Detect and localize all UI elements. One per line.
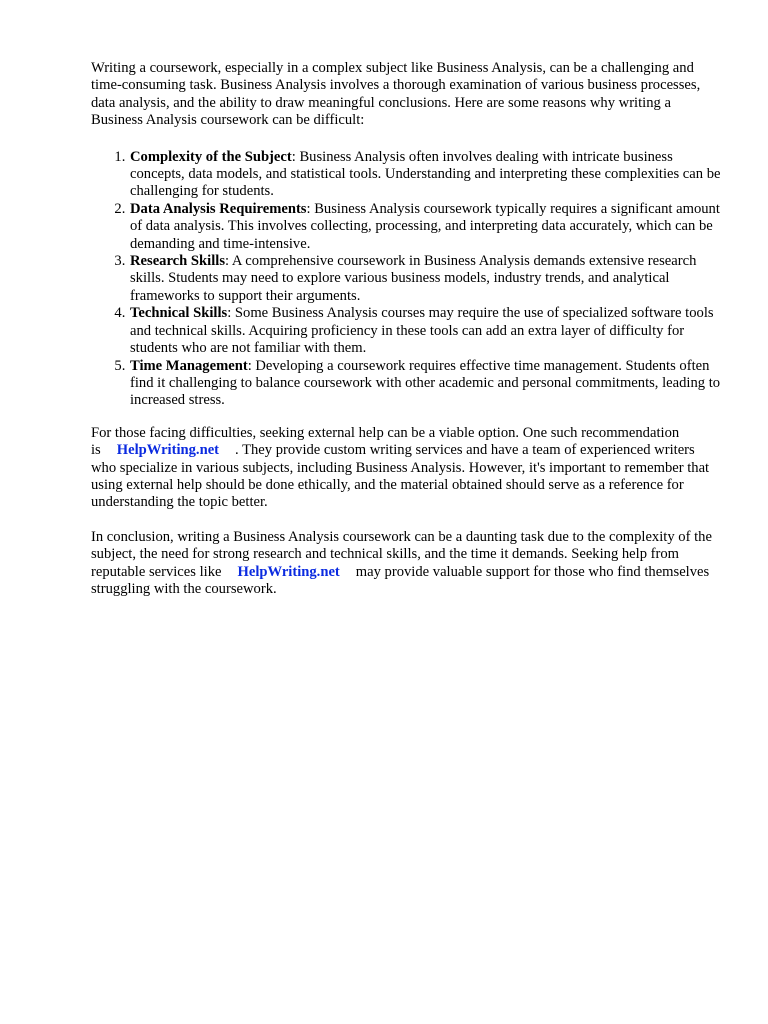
help-text-after: . They provide custom writing services and have a team of experienced writers who specialize in various subjects, including Business Analysis. However, it's important to remember that using external help should be done ethically, and the material obtained should serve as a reference for understanding the topic better. — [91, 442, 710, 511]
list-item-data-analysis — [129, 201, 723, 253]
reason-text: Some Business Analysis courses may require the use of specialized software tools and technical skills. Acquiring proficiency in these tools can add an extra layer of difficulty for students who are not familiar with them. — [130, 305, 714, 357]
helpwriting-link-conclusion[interactable]: HelpWriting.net — [237, 563, 340, 580]
reason-text: A comprehensive coursework in Business Analysis demands extensive research skills. Students may need to explore various business models, industry trends, and analytical frameworks to support their arguments. — [130, 253, 697, 304]
reason-separator: : — [306, 200, 315, 217]
list-item-complexity — [129, 149, 723, 201]
reason-separator: : — [247, 357, 256, 374]
conclusion-text-after: may provide valuable support for those who find themselves struggling with the coursework. — [91, 563, 710, 597]
reason-separator: : — [225, 253, 232, 270]
reason-term: Complexity of the Subject — [130, 148, 292, 165]
reason-term: Time Management — [130, 357, 248, 374]
reason-term: Research Skills — [130, 253, 226, 270]
intro-paragraph: Writing a coursework, especially in a complex subject like Business Analysis, can be a challenging and time-consuming task. Business Analysis involves a thorough examination of various business processes, data analysis, and the ability to draw meaningful conclusions. Here are some reasons why writing a Business Analysis coursework can be difficult: — [91, 60, 701, 129]
reason-text: Business Analysis coursework typically requires a significant amount of data analysis. This involves collecting, processing, and interpreting data accurately, which can be demanding and time-intensive. — [130, 200, 720, 252]
list-item-research-skills — [129, 253, 723, 305]
document-page — [91, 60, 723, 598]
reason-text: Developing a coursework requires effective time management. Students often find it challenging to balance coursework with other academic and personal commitments, leading to increased stress. — [130, 357, 721, 409]
reasons-list — [91, 149, 723, 410]
reason-separator: : — [227, 305, 235, 322]
help-paragraph — [91, 425, 723, 512]
reason-text: Business Analysis often involves dealing with intricate business concepts, data models, and statistical tools. Understanding and interpreting these complexities can be challenging for students. — [130, 148, 721, 200]
reason-term: Data Analysis Requirements — [130, 200, 307, 217]
help-text-before: For those facing difficulties, seeking external help can be a viable option. One such recommendation is — [91, 424, 680, 459]
list-item-time-management — [129, 358, 723, 410]
reason-separator: : — [291, 148, 300, 165]
reason-term: Technical Skills — [130, 305, 228, 322]
conclusion-text-before: In conclusion, writing a Business Analysis coursework can be a daunting task due to the complexity of the subject, the need for strong research and technical skills, and the time it demands. Seeking help from reputable services like — [91, 528, 712, 580]
conclusion-paragraph — [91, 529, 723, 599]
list-item-technical-skills — [129, 305, 723, 357]
helpwriting-link[interactable]: HelpWriting.net — [116, 442, 220, 459]
